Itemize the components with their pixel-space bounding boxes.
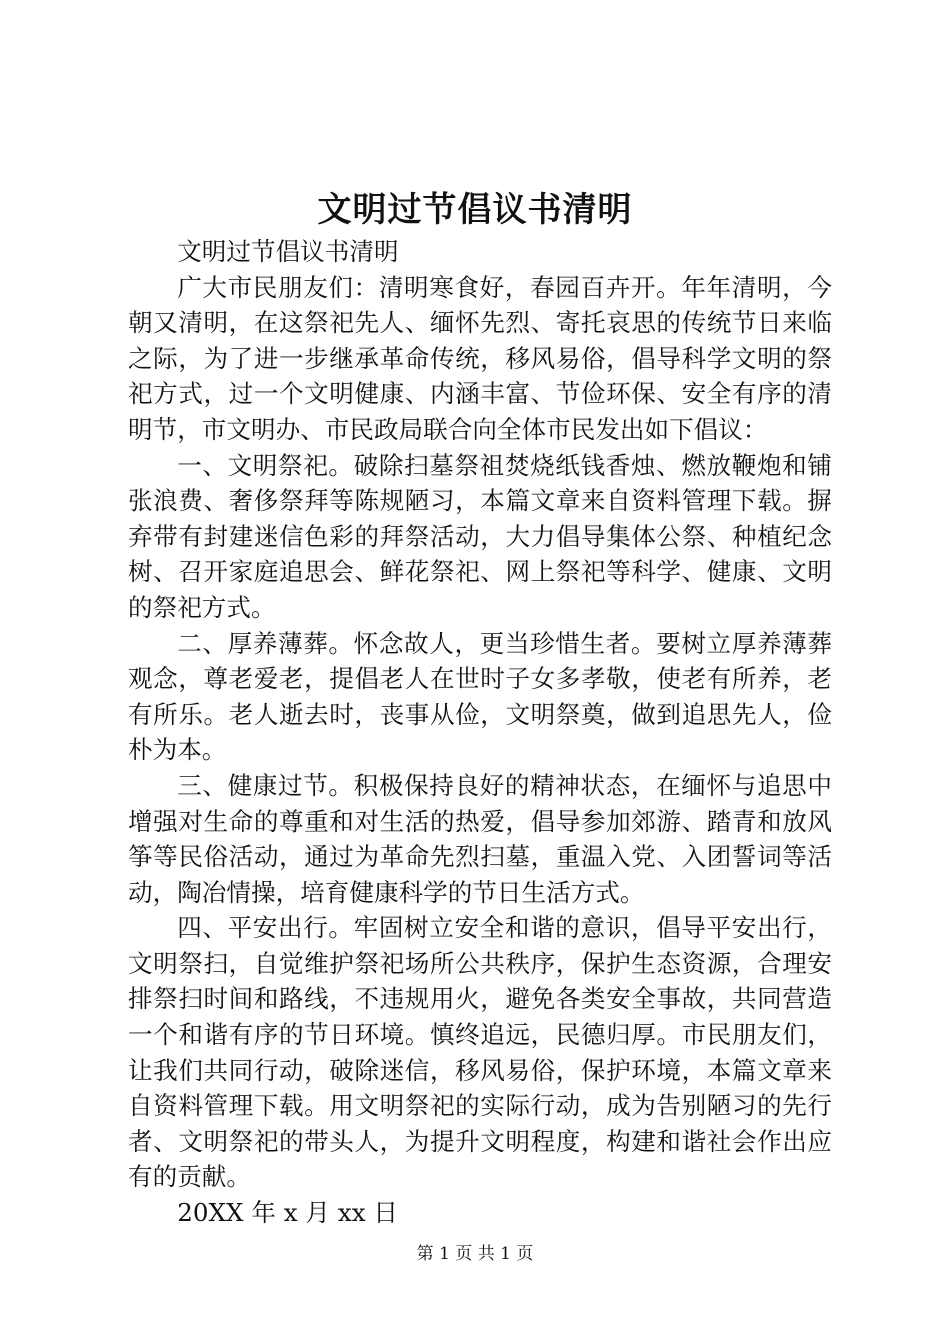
document-subtitle: 文明过节倡议书清明 (177, 237, 399, 266)
page-footer: 第 1 页 共 1 页 (416, 1244, 534, 1264)
paragraph-civilized-sacrifice: 一、文明祭祀。破除扫墓祭祖焚烧纸钱香烛、燃放鞭炮和铺张浪费、奢侈祭拜等陈规陋习，本篇文章来自资料管理下载。摒弃带有封建迷信色彩的拜祭活动，大力倡导集体公祭、种植纪念树、召开家庭追思会、鲜花祭祀、网上祭祀等科学、健康、文明的祭祀方式。 (128, 450, 832, 622)
paragraph-safe-travel: 四、平安出行。牢固树立安全和谐的意识，倡导平安出行，文明祭扫，自觉维护祭祀场所公共秩序，保护生态资源，合理安排祭扫时间和路线，不违规用火，避免各类安全事故，共同营造一个和谐有序的节日环境。慎终追远，民德归厚。市民朋友们，让我们共同行动，破除迷信，移风易俗，保护环境，本篇文章来自资料管理下载。用文明祭祀的实际行动，成为告别陋习的先行者、文明祭祀的带头人，为提升文明程度，构建和谐社会作出应有的贡献。 (128, 913, 832, 1192)
document-title: 文明过节倡议书清明 (317, 190, 633, 230)
document-body (128, 234, 832, 1231)
paragraph-thick-care-thin-burial: 二、厚养薄葬。怀念故人，更当珍惜生者。要树立厚养薄葬观念，尊老爱老，提倡老人在世时子女多孝敬，使老有所养，老有所乐。老人逝去时，丧事从俭，文明祭奠，做到追思先人，俭朴为本。 (128, 628, 832, 765)
document-date: 20XX 年 x 月 xx 日 (177, 1198, 398, 1228)
paragraph-salutation: 广大市民朋友们：清明寒食好，春园百卉开。年年清明，今朝又清明，在这祭祀先人、缅怀先烈、寄托哀思的传统节日来临之际，为了进一步继承革命传统，移风易俗，倡导科学文明的祭祀方式，过一个文明健康、内涵丰富、节俭环保、安全有序的清明节，市文明办、市民政局联合向全体市民发出如下倡议： (128, 272, 832, 444)
paragraph-healthy-festival: 三、健康过节。积极保持良好的精神状态，在缅怀与追思中增强对生命的尊重和对生活的热爱，倡导参加郊游、踏青和放风筝等民俗活动，通过为革命先烈扫墓，重温入党、入团誓词等活动，陶冶情操，培育健康科学的节日生活方式。 (128, 770, 832, 907)
